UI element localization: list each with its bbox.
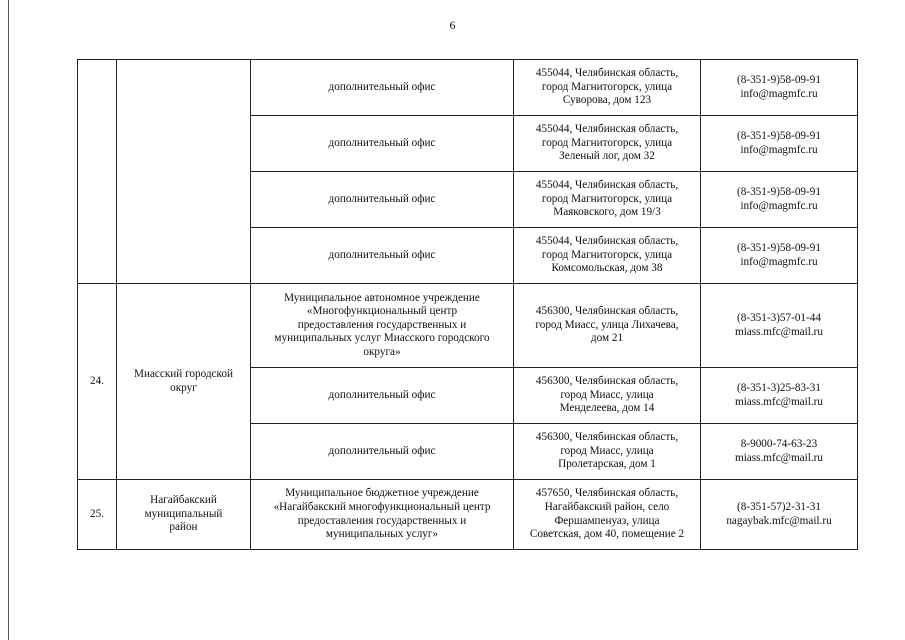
email-text: miass.mfc@mail.ru: [735, 325, 823, 338]
address-cell: 457650, Челябинская область, Нагайбакский район, село Фершампенуаз, улица Советская, дом 40, помещение 2: [514, 480, 701, 550]
organization-cell: дополнительный офис: [251, 368, 514, 424]
row-number-cell: [78, 60, 117, 284]
organization-cell: дополнительный офис: [251, 116, 514, 172]
email-text: info@magmfc.ru: [740, 255, 818, 268]
email-text: info@magmfc.ru: [740, 87, 818, 100]
address-cell: 455044, Челябинская область, город Магнитогорск, улица Маяковского, дом 19/3: [514, 172, 701, 228]
phone-text: (8-351-9)58-09-91: [737, 185, 821, 198]
email-text: info@magmfc.ru: [740, 199, 818, 212]
organization-cell: дополнительный офис: [251, 424, 514, 480]
mfc-address-table: [77, 59, 858, 550]
address-cell: 455044, Челябинская область, город Магнитогорск, улица Суворова, дом 123: [514, 60, 701, 116]
phone-text: (8-351-3)25-83-31: [737, 381, 821, 394]
contact-cell: [701, 60, 858, 116]
contact-cell: [701, 480, 858, 550]
organization-cell: дополнительный офис: [251, 172, 514, 228]
phone-text: 8-9000-74-63-23: [740, 437, 818, 450]
contact-cell: [701, 172, 858, 228]
email-text: info@magmfc.ru: [740, 143, 818, 156]
contact-cell: [701, 116, 858, 172]
email-text: miass.mfc@mail.ru: [735, 395, 823, 408]
organization-cell: дополнительный офис: [251, 60, 514, 116]
table-row: [78, 60, 858, 116]
organization-cell: дополнительный офис: [251, 228, 514, 284]
email-text: nagaybak.mfc@mail.ru: [726, 514, 832, 527]
row-number-cell: 24.: [78, 284, 117, 480]
district-name-cell: Нагайбакский муниципальный район: [117, 480, 251, 550]
organization-cell: Муниципальное бюджетное учреждение «Нагайбакский многофункциональный центр предоставления государственных и муниципальных услуг»: [251, 480, 514, 550]
contact-cell: [701, 368, 858, 424]
phone-text: (8-351-9)58-09-91: [737, 241, 821, 254]
address-cell: 456300, Челябинская область, город Миасс, улица Лихачева, дом 21: [514, 284, 701, 368]
table-row: [78, 480, 858, 550]
page-left-border: [8, 0, 9, 640]
phone-text: (8-351-9)58-09-91: [737, 129, 821, 142]
page-number: 6: [449, 18, 456, 32]
row-number-cell: 25.: [78, 480, 117, 550]
contact-cell: [701, 424, 858, 480]
address-cell: 456300, Челябинская область, город Миасс, улица Менделеева, дом 14: [514, 368, 701, 424]
contact-cell: [701, 284, 858, 368]
email-text: miass.mfc@mail.ru: [735, 451, 823, 464]
address-cell: 455044, Челябинская область, город Магнитогорск, улица Зеленый лог, дом 32: [514, 116, 701, 172]
contact-cell: [701, 228, 858, 284]
district-name-cell: Миасский городской округ: [117, 284, 251, 480]
organization-cell: Муниципальное автономное учреждение «Многофункциональный центр предоставления государственных и муниципальных услуг Миасского городского округа»: [251, 284, 514, 368]
table-row: [78, 284, 858, 368]
district-name-cell: [117, 60, 251, 284]
phone-text: (8-351-9)58-09-91: [737, 73, 821, 86]
phone-text: (8-351-3)57-01-44: [737, 311, 821, 324]
phone-text: (8-351-57)2-31-31: [737, 500, 821, 513]
address-cell: 455044, Челябинская область, город Магнитогорск, улица Комсомольская, дом 38: [514, 228, 701, 284]
address-cell: 456300, Челябинская область, город Миасс, улица Пролетарская, дом 1: [514, 424, 701, 480]
